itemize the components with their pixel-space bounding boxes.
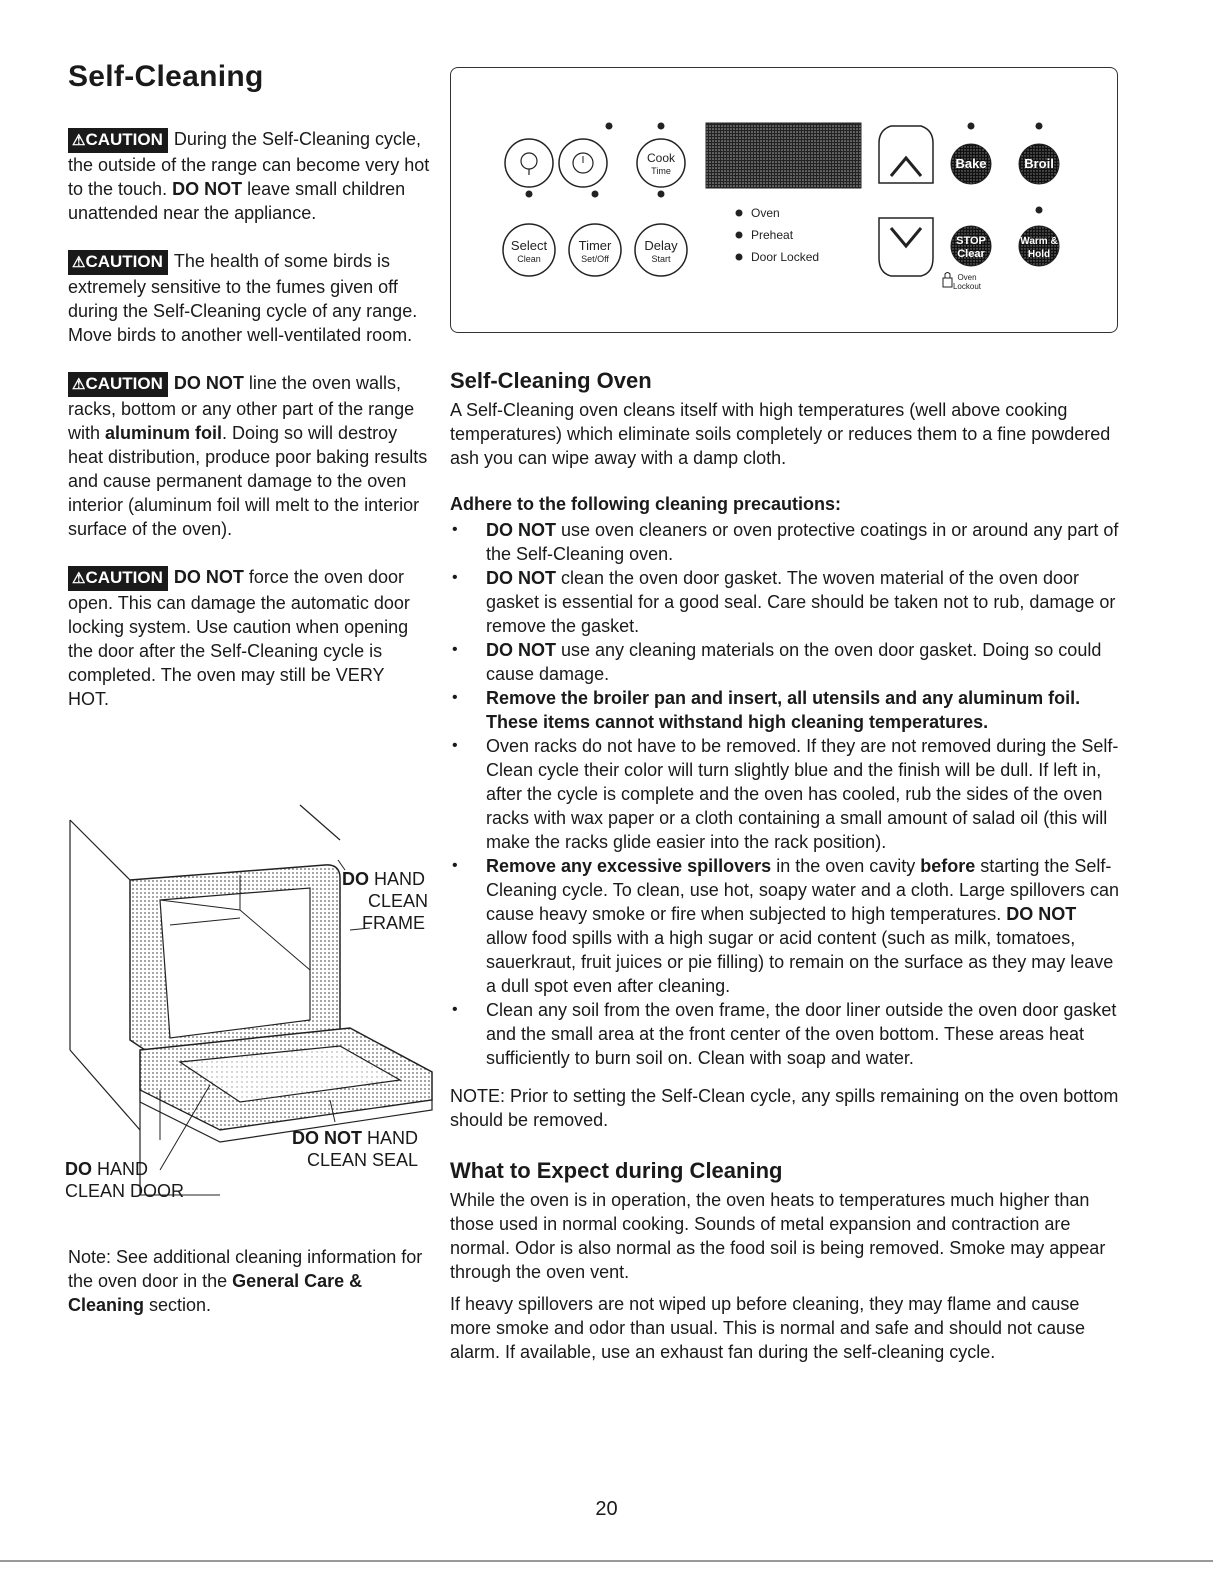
caution-label: CAUTION (85, 374, 163, 393)
caution-badge (68, 128, 168, 153)
list-item (450, 686, 1120, 734)
panel-label-lock1: Oven (957, 273, 977, 282)
item-text: clean the oven door gasket. The woven material of the oven door gasket is essential for a good seal. Care should be taken not to rub, damage or remove the gasket. (486, 568, 1116, 636)
caution-label: CAUTION (85, 130, 163, 149)
note-paragraph: NOTE: Prior to setting the Self-Clean cycle, any spills remaining on the oven bottom should be removed. (450, 1086, 1119, 1130)
control-panel-svg (451, 68, 1117, 332)
panel-label-lock2: Lockout (952, 282, 982, 291)
label-clean-door (65, 1158, 184, 1202)
panel-label-delay: Delay (644, 238, 678, 253)
left-note-text-2: section. (144, 1295, 212, 1315)
panel-label-clear: Clear (957, 248, 985, 260)
label-frame-text: HAND (369, 869, 426, 889)
precautions-heading: Adhere to the following cleaning precautions: (450, 494, 842, 514)
list-item (450, 854, 1120, 998)
item-text: use any cleaning materials on the oven door gasket. Doing so could cause damage. (486, 640, 1102, 684)
heading-self-cleaning-oven: Self-Cleaning Oven (450, 368, 652, 393)
caution-label: CAUTION (85, 252, 163, 271)
panel-label-timer: Timer (578, 238, 612, 253)
list-item (450, 518, 1120, 566)
caution2-text: The health of some birds is extremely sensitive to the fumes given off during the Self-Cleaning cycle of any range. Move birds to another well-ventilated room. (68, 251, 418, 345)
item-bold: DO NOT (486, 640, 556, 660)
caution4-text: force the oven door open. This can damage the automatic door locking system. Use caution when opening the door after the Self-Cleaning cycle is completed. The oven may still be VERY HOT. (68, 567, 410, 709)
label-seal-text: HAND (362, 1128, 419, 1148)
caution-paragraph-2 (68, 249, 430, 347)
left-note-text: Note: See additional cleaning information for the oven door in the (68, 1247, 423, 1291)
bottom-divider (0, 1560, 1213, 1562)
list-item (450, 998, 1120, 1070)
item-bold-3: DO NOT (1006, 904, 1077, 924)
caution1-text-2: leave small children unattended near the appliance. (68, 179, 406, 223)
right-column (450, 368, 1120, 1364)
caution-paragraph-4 (68, 565, 430, 711)
item-bold-2: before (920, 856, 976, 876)
label-clean-frame (342, 868, 428, 934)
panel-label-timersub: Set/Off (581, 254, 609, 264)
label-frame-text-2: CLEAN (368, 891, 429, 911)
label-clean-seal (292, 1127, 418, 1171)
item-text: use oven cleaners or oven protective coatings in or around any part of the Self-Cleaning oven. (486, 520, 1119, 564)
warning-triangle-icon: ⚠ (72, 254, 86, 271)
caution-badge (68, 250, 168, 275)
label-seal-bold: DO NOT (292, 1128, 362, 1148)
oven-door-figure (60, 800, 440, 1210)
caution1-bold: DO NOT (172, 179, 243, 199)
panel-label-warm: Warm & (1020, 236, 1058, 247)
caution-label: CAUTION (85, 568, 163, 587)
item-text-3: allow food spills with a high sugar or acid content (such as milk, tomatoes, sauerkraut, fruit juices or pie filling) to remain on the surface as they may leave a dull spot even after cleaning. (486, 928, 1114, 996)
left-column (68, 127, 430, 735)
warning-triangle-icon: ⚠ (72, 132, 86, 149)
item-text: Oven racks do not have to be removed. If they are not removed during the Self-Clean cycle their color will turn slightly blue and the finish will be dull. If left in, after the cycle is complete and the oven has cooled, rub the sides of the oven racks with wax paper or a cloth containing a small amount of salad oil (this will make the racks glide easier into the rack position). (486, 736, 1119, 852)
label-door-text-2: CLEAN DOOR (65, 1181, 185, 1201)
caution3-bold: DO NOT (173, 373, 244, 393)
expect-paragraph-2: If heavy spillovers are not wiped up before cleaning, they may flame and cause more smoke and odor than usual. This is normal and safe and should not cause alarm. If available, use an exhaust fan during the self-cleaning cycle. (450, 1294, 1086, 1362)
label-door-text: HAND (92, 1159, 149, 1179)
control-panel-illustration (450, 67, 1118, 333)
panel-label-cooksub: Time (651, 166, 671, 176)
left-note-bold: General Care & Cleaning (68, 1271, 363, 1315)
panel-label-selectsub: Clean (517, 254, 541, 264)
list-item (450, 734, 1120, 854)
panel-label-broil: Broil (1024, 156, 1054, 171)
caution3-text-2: . Doing so will destroy heat distribution, produce poor baking results and cause permanent damage to the oven interior (aluminum foil will melt to the interior surface of the oven). (68, 423, 428, 539)
list-item (450, 638, 1120, 686)
panel-label-select: Select (510, 238, 548, 253)
left-note (68, 1245, 430, 1317)
panel-label-ind0: Oven (751, 206, 780, 220)
item-bold: Remove the broiler pan and insert, all utensils and any aluminum foil. These items cannot withstand high cleaning temperatures. (486, 688, 1081, 732)
caution-paragraph-1 (68, 127, 430, 225)
item-bold: DO NOT (486, 568, 556, 588)
caution-badge (68, 566, 168, 591)
label-door-bold: DO (65, 1159, 92, 1179)
item-text: Clean any soil from the oven frame, the door liner outside the oven door gasket and the small area at the front center of the oven bottom. These areas heat sufficiently to burn soil on. Clean with soap and water. (486, 1000, 1117, 1068)
item-bold: Remove any excessive spillovers (486, 856, 772, 876)
page-title: Self-Cleaning (68, 60, 264, 93)
caution3-text: line the oven walls, racks, bottom or any other part of the range with (68, 373, 415, 443)
caution3-bold-2: aluminum foil (105, 423, 223, 443)
heading-what-to-expect: What to Expect during Cleaning (450, 1158, 783, 1183)
panel-label-cook: Cook (646, 151, 676, 165)
page-number: 20 (595, 1498, 618, 1520)
caution1-text: During the Self-Cleaning cycle, the outside of the range can become very hot to the touch. (68, 129, 430, 199)
label-frame-bold: DO (342, 869, 369, 889)
list-item (450, 566, 1120, 638)
panel-label-bake: Bake (955, 156, 987, 171)
expect-paragraph-1: While the oven is in operation, the oven heats to temperatures much higher than those used in normal cooking. Sounds of metal expansion and contraction are normal. Odor is also normal as the food soil is being removed. Smoke may appear through the oven vent. (450, 1190, 1106, 1282)
label-seal-text-2: CLEAN SEAL (306, 1150, 419, 1170)
caution-paragraph-3 (68, 371, 430, 541)
label-frame-text-3: FRAME (362, 913, 425, 933)
panel-label-delaysub: Start (651, 254, 671, 264)
panel-label-ind2: Door Locked (751, 250, 820, 264)
caution4-bold: DO NOT (173, 567, 244, 587)
item-text-2: starting the Self-Cleaning cycle. To clean, use hot, soapy water and a cloth. Large spillovers can cause heavy smoke or fire when subjected to high temperatures. (486, 856, 1120, 924)
panel-label-stop: STOP (956, 235, 986, 247)
warning-triangle-icon: ⚠ (72, 570, 86, 587)
caution-badge (68, 372, 168, 397)
item-text: in the oven cavity (771, 856, 921, 876)
panel-label-ind1: Preheat (751, 228, 794, 242)
precautions-list (450, 518, 1120, 1070)
intro-paragraph: A Self-Cleaning oven cleans itself with high temperatures (well above cooking temperatures) which eliminate soils completely or reduces them to a fine powdered ash you can wipe away with a damp cloth. (450, 400, 1111, 468)
warning-triangle-icon: ⚠ (72, 376, 86, 393)
panel-label-hold: Hold (1027, 249, 1051, 260)
item-bold: DO NOT (486, 520, 556, 540)
